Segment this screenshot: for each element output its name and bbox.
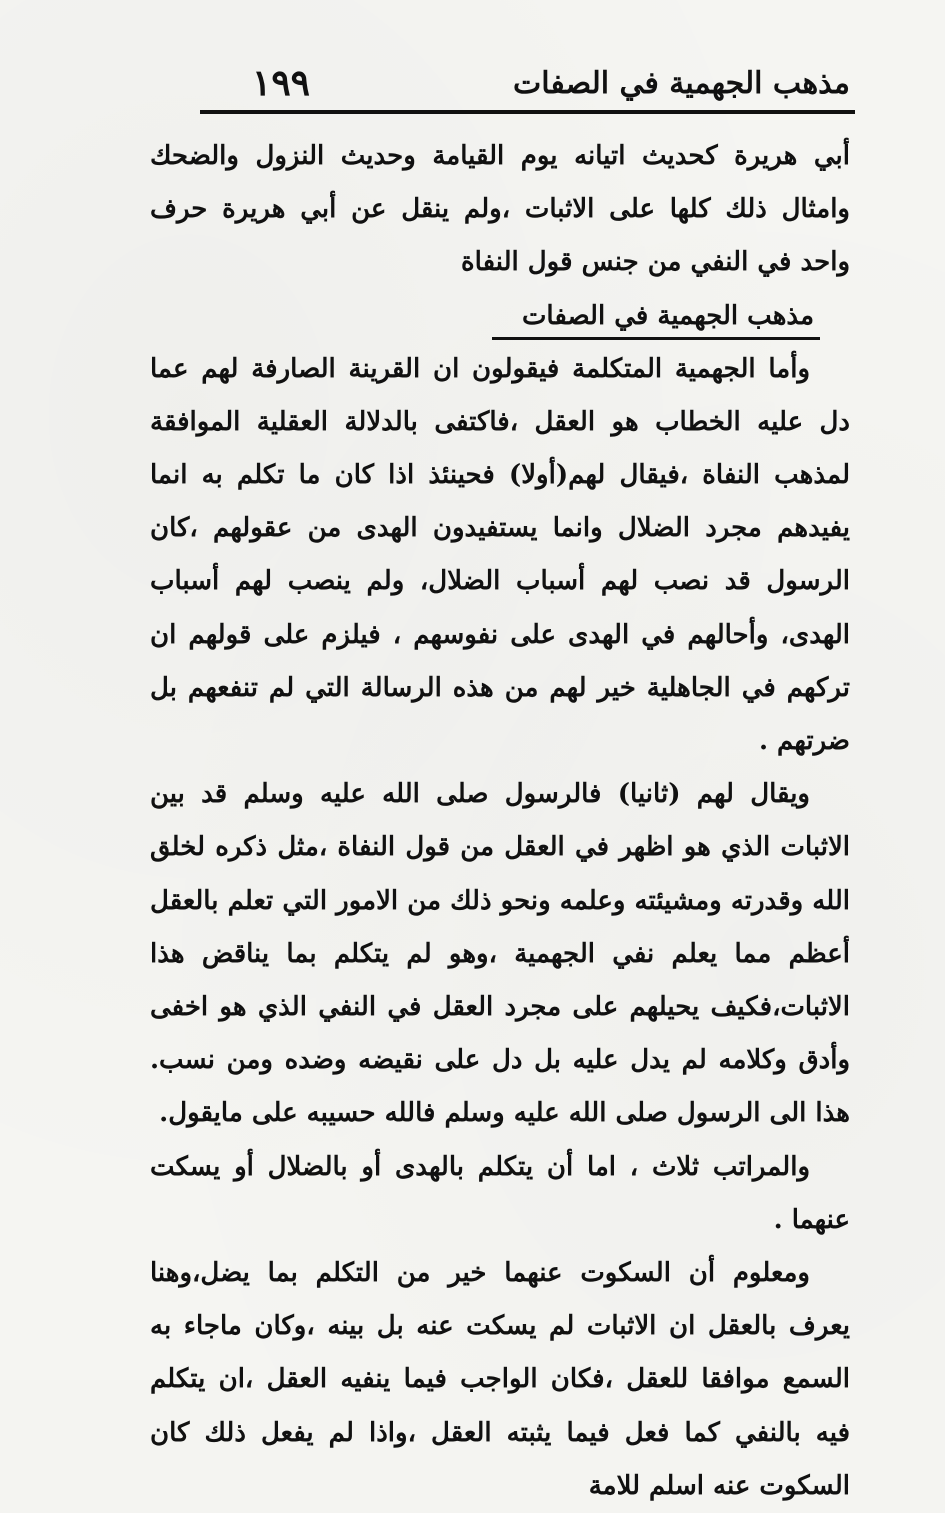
paragraph-4: ومعلوم أن السكوت عنهما خير من التكلم بما يضل،وهنا يعرف بالعقل ان الاثبات لم يسكت عنه بل بينه ،وكان ماجاء به السمع موافقا للعقل ،فكان الواجب فيما ينفيه العقل ،ان يتكلم فيه بالنفي كما فعل فيما يثبته العقل ،واذا لم يفعل ذلك كان السكوت عنه اسلم للامة (150, 1258, 850, 1501)
header-rule (200, 110, 855, 114)
section-heading-row (150, 290, 850, 343)
page-number: ١٩٩ (252, 62, 311, 104)
body-text (150, 130, 850, 1513)
paragraph-3: والمراتب ثلاث ، اما أن يتكلم بالهدى أو بالضلال أو يسكت عنهما . (150, 1151, 850, 1235)
paragraph-1: وأما الجهمية المتكلمة فيقولون ان القرينة الصارفة لهم عما دل عليه الخطاب هو العقل ،فاكتفى بالدلالة العقلية الموافقة لمذهب النفاة ،فيقال لهم(أولا) فحينئذ اذا كان ما تكلم به انما يفيدهم مجرد الضلال وانما يستفيدون الهدى من عقولهم ،كان الرسول قد نصب لهم أسباب الضلال، ولم ينصب لهم أسباب الهدى، وأحالهم في الهدى على نفوسهم ، فيلزم على قولهم ان تركهم في الجاهلية خير لهم من هذه الرسالة التي لم تنفعهم بل ضرتهم . (150, 353, 850, 757)
paragraph-2: ويقال لهم (ثانيا) فالرسول صلى الله عليه وسلم قد بين الاثبات الذي هو اظهر في العقل من قول النفاة ،مثل ذكره لخلق الله وقدرته ومشيئته وعلمه ونحو ذلك من الامور التي تعلم بالعقل أعظم مما يعلم نفي الجهمية ،وهو لم يتكلم بما يناقض هذا الاثبات،فكيف يحيلهم على مجرد العقل في النفي الذي هو اخفى وأدق وكلامه لم يدل عليه بل دل على نقيضه وضده ومن نسب. هذا الى الرسول صلى الله عليه وسلم فالله حسيبه على مايقول. (150, 779, 850, 1129)
intro-paragraph: أبي هريرة كحديث اتيانه يوم القيامة وحديث النزول والضحك وامثال ذلك كلها على الاثبات ،ولم ينقل عن أبي هريرة حرف واحد في النفي من جنس قول النفاة (150, 141, 850, 278)
page-header (200, 62, 850, 108)
section-heading: مذهب الجهمية في الصفات (492, 295, 820, 340)
running-title: مذهب الجهمية في الصفات (513, 66, 850, 101)
